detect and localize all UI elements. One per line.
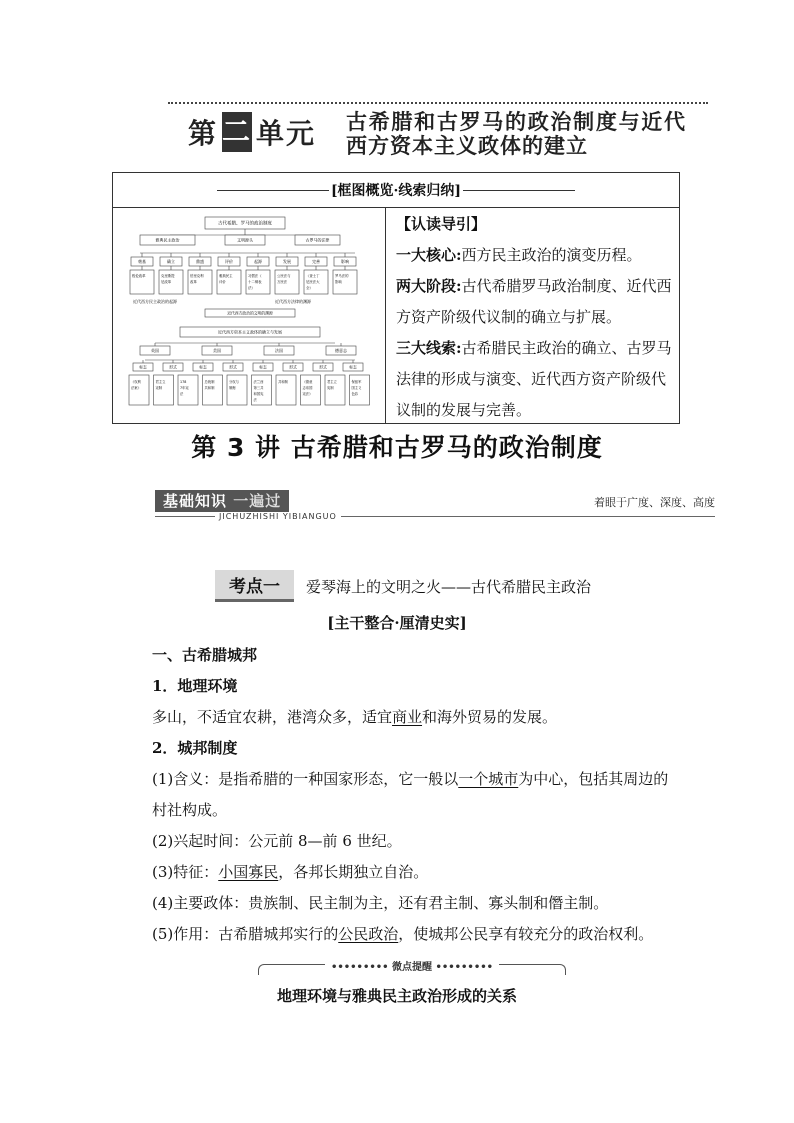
tip-title: 地理环境与雅典民主政治形成的关系 xyxy=(276,987,517,1005)
diagram-lower-text: 志帝国 xyxy=(302,386,313,390)
diagram-lower-root xyxy=(180,327,320,337)
diagram-lower-text: 法案》 xyxy=(131,386,141,390)
diagram-lower-text: 宪制 xyxy=(327,386,334,390)
svg-text:形式: 形式 xyxy=(289,364,297,370)
svg-text:近代西方资本主义政体的确立与发展: 近代西方资本主义政体的确立与发展 xyxy=(218,329,282,335)
unit-prefix: 第 xyxy=(188,117,219,150)
diagram-lower-text: 《权利 xyxy=(131,380,141,384)
paragraph xyxy=(152,702,680,733)
paragraph: (4)主要政体：贵族制、民主制为主，还有君主制、寡头制和僭主制。 xyxy=(152,894,609,912)
svg-text:完善: 完善 xyxy=(312,258,320,264)
diagram-lower-text: 法 xyxy=(253,398,257,402)
framework-body xyxy=(113,207,679,423)
diagram-lower-text: 君主立 xyxy=(327,380,337,384)
svg-text:形式: 形式 xyxy=(229,364,237,370)
diagram-lower-text: 178 xyxy=(180,380,187,384)
diagram-lower-node xyxy=(163,363,183,371)
diagram-lower-text: 宪制 xyxy=(155,386,163,390)
unit-title: 古希腊和古罗马的政治制度与近代西方资本主义政体的建立 xyxy=(346,110,686,158)
tip-label: ••••••••• 微点提醒 ••••••••• xyxy=(325,958,499,973)
diagram-lower-node xyxy=(343,363,363,371)
svg-text:标志: 标志 xyxy=(199,364,207,370)
diagram-lower-node xyxy=(223,363,243,371)
diagram-lower-text: 《德意 xyxy=(302,380,313,384)
clues-text: 古希腊民主政治的确立、古罗马法律的形成与演变、近代西方资产阶级代议制的发展与完善。 xyxy=(396,339,672,419)
tip-header xyxy=(258,958,566,978)
guide-core xyxy=(396,240,673,271)
underlined-term: 一个城市 xyxy=(458,770,519,788)
diagram-detail-text: 习惯法《 xyxy=(248,274,262,278)
svg-text:形式: 形式 xyxy=(169,364,177,370)
guide-title: 【认读导引】 xyxy=(396,215,487,233)
text-run: 和海外贸易的发展。 xyxy=(422,708,558,726)
diagram-country xyxy=(326,346,356,355)
diagram-lower-text: 分权与 xyxy=(229,380,239,384)
banner-sub: 一遍过 xyxy=(233,492,282,510)
kaodian-heading xyxy=(215,570,591,602)
diagram-detail-text: 伯里克利 xyxy=(190,274,204,278)
unit-number: 二 xyxy=(222,112,252,152)
reading-guide xyxy=(386,207,679,423)
diagram-detail-text: 尼改革 xyxy=(161,280,172,284)
diagram-lower-text: 共和制 xyxy=(204,386,215,390)
dotted-divider xyxy=(168,102,708,104)
subsection-heading: 2．城邦制度 xyxy=(152,739,238,757)
svg-text:美国: 美国 xyxy=(213,347,221,353)
svg-text:德意志: 德意志 xyxy=(335,347,347,353)
kaodian-text: 爱琴海上的文明之火——古代希腊民主政治 xyxy=(306,577,592,596)
guide-stages xyxy=(396,271,673,333)
svg-text:古罗马的法律: 古罗马的法律 xyxy=(305,237,330,243)
diagram-country xyxy=(140,346,170,355)
svg-text:标志: 标志 xyxy=(349,364,357,370)
kaodian-label: 考点一 xyxy=(215,570,294,602)
svg-text:近代西方政治的文明的渊源: 近代西方政治的文明的渊源 xyxy=(227,310,273,316)
svg-text:形式: 形式 xyxy=(319,364,327,370)
underlined-term: 小国寡民 xyxy=(218,863,279,881)
underlined-term: 商业 xyxy=(392,708,423,726)
diagram-detail-text: 《查士丁 xyxy=(306,274,320,278)
diagram-detail-text: 改革 xyxy=(190,280,197,284)
text-run: (3)特征： xyxy=(152,863,219,881)
diagram-mid-node xyxy=(225,235,265,245)
diagram-lower-text: 制衡 xyxy=(229,386,236,390)
diagram-mid-caption xyxy=(205,309,295,317)
diagram-lower-text: 法 xyxy=(180,392,184,396)
diagram-detail-text: 梭伦改革 xyxy=(132,274,146,278)
framework-heading-text: [框图概览·线索归纳] xyxy=(330,183,462,199)
text-run: ，各邦长期独立自治。 xyxy=(278,863,429,881)
diagram-detail-text: 罗马法的 xyxy=(335,274,349,278)
paragraph xyxy=(152,919,680,950)
text-run: 为中心，包括其周边的村社构成。 xyxy=(152,770,669,819)
sub-heading: [主干整合·厘清史实] xyxy=(327,614,467,632)
diagram-detail-text: 公民法与 xyxy=(277,274,291,278)
lecture-title: 第 3 讲 古希腊和古罗马的政治制度 xyxy=(191,433,603,462)
diagram-lower-text: 色彩 xyxy=(351,392,359,396)
stages-text: 古代希腊罗马政治制度、近代西方资产阶级代议制的确立与扩展。 xyxy=(396,277,672,326)
framework-diagram-cell xyxy=(113,207,386,423)
paragraph xyxy=(152,857,680,888)
framework-heading xyxy=(113,173,679,208)
svg-text:确立: 确立 xyxy=(167,258,175,264)
body-content xyxy=(152,640,680,950)
diagram-lower-text: 共和制 xyxy=(278,380,288,384)
framework-box xyxy=(112,172,680,424)
diagram-detail-text: 十二铜表 xyxy=(248,280,262,284)
clues-label: 三大线索: xyxy=(396,339,462,357)
core-text: 西方民主政治的演变历程。 xyxy=(461,246,642,264)
diagram-lower-node xyxy=(133,363,153,371)
banner-pinyin: JICHUZHISHI YIBIANGUO xyxy=(215,512,341,521)
diagram-detail-text: 雅典民主 xyxy=(219,274,233,278)
diagram-lower-text: 国主义 xyxy=(351,386,362,390)
diagram-detail-text: 评价 xyxy=(219,280,226,284)
text-run: (1)含义：是指希腊的一种国家形态，它一般以 xyxy=(152,770,459,788)
diagram-lower-text: 总统制 xyxy=(204,380,215,384)
diagram-lower-text: 法兰西 xyxy=(253,380,264,384)
diagram-upper-node xyxy=(160,257,182,266)
text-run: ，使城邦公民享有较充分的政治权利。 xyxy=(398,925,654,943)
diagram-upper-node xyxy=(131,257,153,266)
unit-label xyxy=(188,112,316,152)
diagram-caption-right: 近代西方法律的渊源 xyxy=(275,299,311,304)
diagram-lower-node xyxy=(193,363,213,371)
text-run: 多山，不适宜农耕，港湾众多，适宜 xyxy=(152,708,393,726)
subsection-heading: 1．地理环境 xyxy=(152,677,238,695)
svg-text:奠基: 奠基 xyxy=(138,258,146,264)
diagram-lower-node xyxy=(253,363,273,371)
diagram-country xyxy=(202,346,232,355)
diagram-caption-left: 近代西方民主政治的起源 xyxy=(133,299,177,304)
diagram-detail-text: 万民法 xyxy=(277,280,288,284)
diagram-left-branch xyxy=(140,235,195,245)
diagram-lower-text: 宪法》 xyxy=(302,392,313,396)
banner-label xyxy=(155,490,289,512)
core-label: 一大核心: xyxy=(396,246,462,264)
diagram-right-branch xyxy=(295,235,340,245)
svg-text:发展: 发展 xyxy=(283,258,291,264)
diagram-upper-node xyxy=(334,257,356,266)
section-heading: 一、古希腊城邦 xyxy=(152,646,258,664)
section-banner xyxy=(155,490,715,520)
svg-text:影响: 影响 xyxy=(341,258,349,264)
banner-slogan: 着眼于广度、深度、高度 xyxy=(594,496,715,509)
diagram-upper-node xyxy=(247,257,269,266)
text-run: (5)作用：古希腊城邦实行的 xyxy=(152,925,339,943)
unit-suffix: 单元 xyxy=(256,117,317,150)
diagram-detail-text: 全》 xyxy=(306,286,313,290)
svg-text:英国: 英国 xyxy=(151,347,159,353)
svg-text:鼎盛: 鼎盛 xyxy=(196,258,204,264)
diagram-detail-text: 尼民法大 xyxy=(306,280,320,284)
heading-rule-left xyxy=(217,190,329,191)
svg-text:标志: 标志 xyxy=(139,364,147,370)
diagram-lower-text: 君主立 xyxy=(155,380,166,384)
diagram-lower-text: 第三共 xyxy=(253,386,264,390)
svg-text:起源: 起源 xyxy=(254,258,262,264)
diagram-root xyxy=(205,217,285,229)
heading-rule-right xyxy=(463,190,575,191)
diagram-lower-node xyxy=(313,363,333,371)
diagram-lower-text: 保留军 xyxy=(351,380,362,384)
svg-text:古代希腊、罗马的政治制度: 古代希腊、罗马的政治制度 xyxy=(218,221,272,227)
diagram-lower-text: 和国宪 xyxy=(253,392,264,396)
diagram-upper-node xyxy=(276,257,298,266)
svg-text:法国: 法国 xyxy=(275,347,283,353)
diagram-lower-node xyxy=(283,363,303,371)
diagram-upper-node xyxy=(305,257,327,266)
diagram-detail-text: 克里斯提 xyxy=(161,274,175,278)
diagram-country xyxy=(264,346,294,355)
diagram-detail-text: 影响 xyxy=(335,280,342,284)
stages-label: 两大阶段: xyxy=(396,277,462,295)
underlined-term: 公民政治 xyxy=(338,925,399,943)
diagram-lower-text: 7年宪 xyxy=(180,386,189,390)
banner-main: 基础知识 xyxy=(163,492,228,510)
paragraph: (2)兴起时间：公元前 8—前 6 世纪。 xyxy=(152,832,402,850)
unit-header xyxy=(168,100,708,158)
svg-text:评价: 评价 xyxy=(225,258,233,264)
framework-diagram xyxy=(125,215,375,415)
diagram-upper-node xyxy=(218,257,240,266)
svg-text:文明源头: 文明源头 xyxy=(237,237,253,243)
diagram-upper-node xyxy=(189,257,211,266)
paragraph xyxy=(152,764,680,826)
svg-text:雅典民主政治: 雅典民主政治 xyxy=(155,237,180,243)
guide-clues xyxy=(396,333,673,426)
svg-text:标志: 标志 xyxy=(259,364,267,370)
diagram-detail-text: 法》 xyxy=(248,286,255,290)
